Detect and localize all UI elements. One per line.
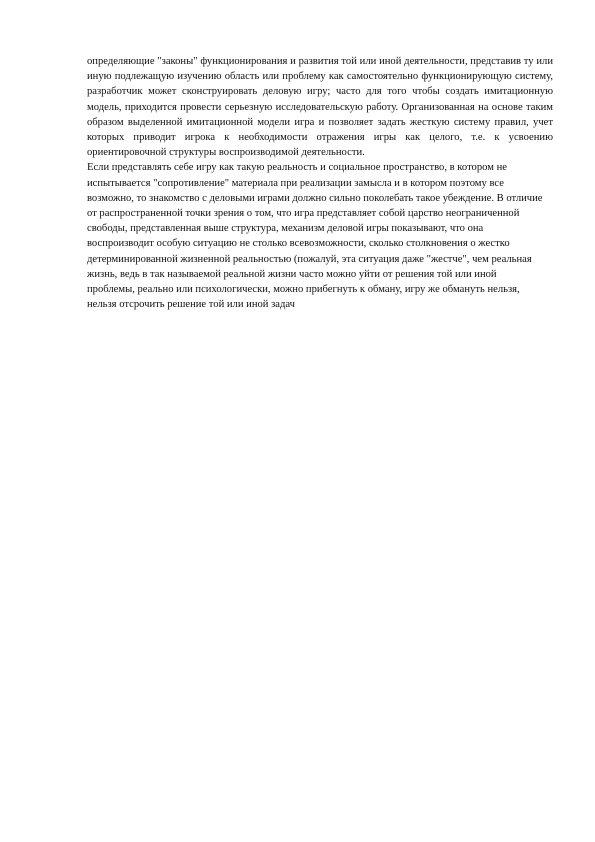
paragraph: Если представлять себе игру как такую реальность и социальное пространство, в котором не испытывается "сопротивление" материала при реализации замысла и в котором поэтому все возможно, то знакомство с деловыми играми должно сильно поколебать такое убеждение. В отличие от распространенной точки зрения о том, что игра представляет собой царство неограниченной свободы, представленная выше структура, механизм деловой игры показывают, что она воспроизводит особую ситуацию не столько всевозможности, сколько столкновения о жестко детерминированной жизненной реальностью (пожалуй, эта ситуация даже "жестче", чем реальная жизнь, ведь в так называемой реальной жизни часто можно уйти от решения той или иной проблемы, реально или психологически, можно прибегнуть к обману, игру же обмануть нельзя, нельзя отсрочить решение той или иной задач (87, 162, 543, 311)
paragraph: определяющие "законы" функционирования и развития той или иной деятельности, представив ту или иную подлежащую изучению область или проблему как самостоятельно функционирующую систему, разработчик может сконструировать деловую игру; часто для того чтобы создать имитационную модель, приходится провести серьезную исследовательскую работу. Организованная на основе таким образом выделенной имитационной модели игра и позволяет задать жесткую систему правил, учет которых приводит игрока к необходимости отражения игры как целого, т.е. к усвоению ориентировочной структуры воспроизводимой деятельности. (87, 56, 553, 159)
document-text (87, 54, 553, 312)
